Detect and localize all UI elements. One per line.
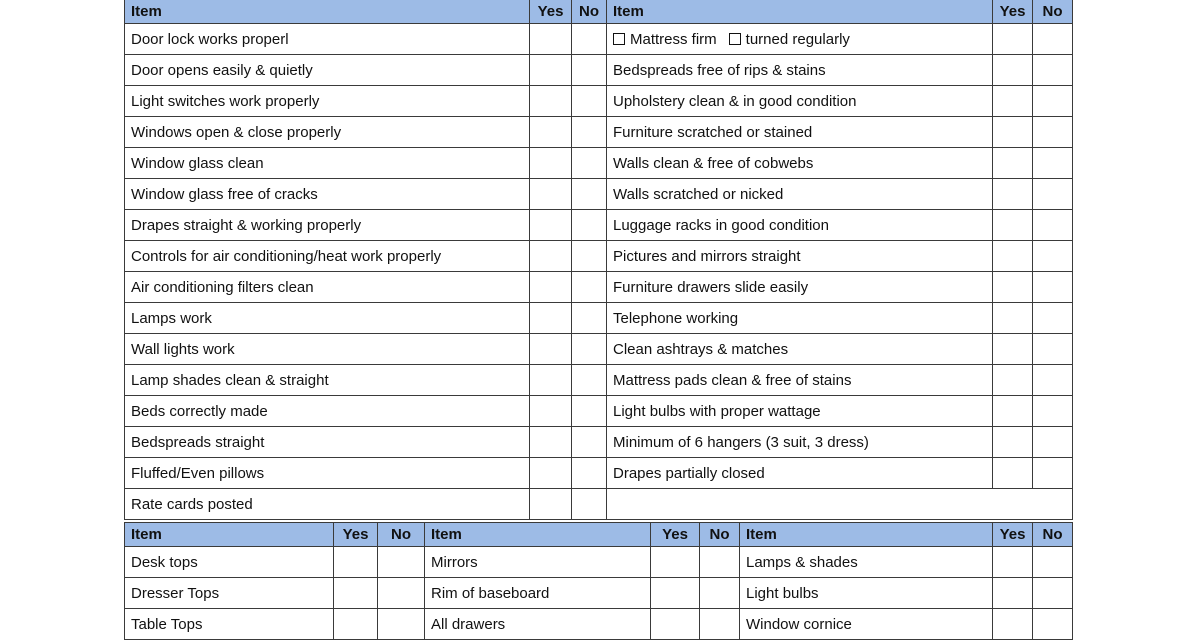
- no-cell[interactable]: [572, 334, 607, 365]
- item-label: Fluffed/Even pillows: [125, 458, 530, 489]
- yes-cell[interactable]: [993, 547, 1033, 578]
- no-cell[interactable]: [1033, 578, 1073, 609]
- item-label: Window glass clean: [125, 148, 530, 179]
- no-cell[interactable]: [1033, 547, 1073, 578]
- item-label: Table Tops: [125, 609, 334, 640]
- item-label: Mirrors: [425, 547, 651, 578]
- yes-cell[interactable]: [993, 210, 1033, 241]
- no-cell[interactable]: [1033, 148, 1073, 179]
- yes-cell[interactable]: [530, 55, 572, 86]
- yes-cell[interactable]: [334, 578, 378, 609]
- no-cell[interactable]: [700, 547, 740, 578]
- no-cell[interactable]: [572, 396, 607, 427]
- no-header: No: [572, 0, 607, 24]
- no-cell[interactable]: [572, 272, 607, 303]
- no-cell[interactable]: [1033, 396, 1073, 427]
- no-cell[interactable]: [1033, 179, 1073, 210]
- no-cell[interactable]: [572, 303, 607, 334]
- yes-cell[interactable]: [530, 179, 572, 210]
- yes-cell[interactable]: [993, 578, 1033, 609]
- yes-header: Yes: [993, 523, 1033, 547]
- yes-cell[interactable]: [334, 547, 378, 578]
- no-cell[interactable]: [700, 609, 740, 640]
- table-row: [125, 179, 1073, 210]
- yes-cell[interactable]: [993, 303, 1033, 334]
- no-cell[interactable]: [1033, 458, 1073, 489]
- table-row: [125, 334, 1073, 365]
- no-header: No: [700, 523, 740, 547]
- yes-cell[interactable]: [993, 117, 1033, 148]
- no-cell[interactable]: [378, 578, 425, 609]
- yes-cell[interactable]: [530, 117, 572, 148]
- table-row: [125, 210, 1073, 241]
- item-label: Dresser Tops: [125, 578, 334, 609]
- yes-cell[interactable]: [993, 272, 1033, 303]
- table-row: [125, 303, 1073, 334]
- table-row: [125, 578, 1073, 609]
- item-label: Drapes straight & working properly: [125, 210, 530, 241]
- item-label: All drawers: [425, 609, 651, 640]
- table-row: [125, 86, 1073, 117]
- yes-header: Yes: [334, 523, 378, 547]
- item-label: Clean ashtrays & matches: [607, 334, 993, 365]
- item-header: Item: [607, 0, 993, 24]
- table-row: [125, 241, 1073, 272]
- yes-cell[interactable]: [530, 396, 572, 427]
- item-label: Door lock works properl: [125, 24, 530, 55]
- table-row: [125, 427, 1073, 458]
- yes-cell[interactable]: [530, 334, 572, 365]
- item-label: Upholstery clean & in good condition: [607, 86, 993, 117]
- no-header: No: [1033, 0, 1073, 24]
- item-label: Luggage racks in good condition: [607, 210, 993, 241]
- yes-cell[interactable]: [993, 55, 1033, 86]
- yes-cell[interactable]: [530, 272, 572, 303]
- item-label: Light bulbs: [740, 578, 993, 609]
- empty-cell: [607, 489, 1073, 520]
- yes-cell[interactable]: [993, 396, 1033, 427]
- no-cell[interactable]: [572, 427, 607, 458]
- yes-cell[interactable]: [530, 427, 572, 458]
- yes-cell[interactable]: [993, 24, 1033, 55]
- option-label: turned regularly: [745, 30, 850, 48]
- no-header: No: [378, 523, 425, 547]
- yes-cell[interactable]: [530, 303, 572, 334]
- item-label: Window glass free of cracks: [125, 179, 530, 210]
- no-cell[interactable]: [378, 547, 425, 578]
- yes-cell[interactable]: [993, 241, 1033, 272]
- yes-cell[interactable]: [993, 86, 1033, 117]
- item-label: Pictures and mirrors straight: [607, 241, 993, 272]
- item-label: Window cornice: [740, 609, 993, 640]
- item-label: Walls scratched or nicked: [607, 179, 993, 210]
- table-row: [125, 117, 1073, 148]
- yes-header: Yes: [993, 0, 1033, 24]
- no-cell[interactable]: [1033, 609, 1073, 640]
- yes-cell[interactable]: [993, 609, 1033, 640]
- no-cell[interactable]: [572, 210, 607, 241]
- item-label: Rate cards posted: [125, 489, 530, 520]
- yes-cell[interactable]: [993, 458, 1033, 489]
- no-cell[interactable]: [1033, 117, 1073, 148]
- yes-cell[interactable]: [530, 148, 572, 179]
- yes-header: Yes: [651, 523, 700, 547]
- yes-cell[interactable]: [334, 609, 378, 640]
- checkbox-icon[interactable]: [613, 33, 625, 45]
- yes-cell[interactable]: [530, 458, 572, 489]
- no-cell[interactable]: [572, 55, 607, 86]
- no-cell[interactable]: [1033, 365, 1073, 396]
- item-label: Telephone working: [607, 303, 993, 334]
- item-header: Item: [125, 0, 530, 24]
- table-header-row: [125, 0, 1073, 24]
- no-cell[interactable]: [572, 179, 607, 210]
- item-label: Air conditioning filters clean: [125, 272, 530, 303]
- table-row: [125, 489, 1073, 520]
- table-row: [125, 458, 1073, 489]
- item-label: Windows open & close properly: [125, 117, 530, 148]
- item-header: Item: [740, 523, 993, 547]
- no-cell[interactable]: [572, 117, 607, 148]
- no-cell[interactable]: [1033, 303, 1073, 334]
- yes-cell[interactable]: [993, 148, 1033, 179]
- option-label: Mattress firm: [630, 30, 717, 48]
- room-inspection-table: [124, 0, 1073, 520]
- no-header: No: [1033, 523, 1073, 547]
- yes-cell[interactable]: [993, 334, 1033, 365]
- no-cell[interactable]: [1033, 427, 1073, 458]
- item-label: Minimum of 6 hangers (3 suit, 3 dress): [607, 427, 993, 458]
- yes-cell[interactable]: [993, 179, 1033, 210]
- item-label: Light bulbs with proper wattage: [607, 396, 993, 427]
- item-label: Drapes partially closed: [607, 458, 993, 489]
- item-label: Lamp shades clean & straight: [125, 365, 530, 396]
- item-label: Beds correctly made: [125, 396, 530, 427]
- yes-cell[interactable]: [530, 365, 572, 396]
- item-label: Desk tops: [125, 547, 334, 578]
- no-cell[interactable]: [572, 241, 607, 272]
- table-row: [125, 24, 1073, 55]
- yes-cell[interactable]: [530, 86, 572, 117]
- item-label: Lamps & shades: [740, 547, 993, 578]
- no-cell[interactable]: [1033, 55, 1073, 86]
- no-cell[interactable]: [572, 365, 607, 396]
- no-cell[interactable]: [1033, 24, 1073, 55]
- item-label: Furniture scratched or stained: [607, 117, 993, 148]
- yes-header: Yes: [530, 0, 572, 24]
- cleaning-checklist-table: [124, 522, 1073, 640]
- no-cell[interactable]: [572, 489, 607, 520]
- checkbox-icon[interactable]: [729, 33, 741, 45]
- item-header: Item: [125, 523, 334, 547]
- yes-cell[interactable]: [651, 547, 700, 578]
- item-label: Door opens easily & quietly: [125, 55, 530, 86]
- item-label: Light switches work properly: [125, 86, 530, 117]
- item-label: Walls clean & free of cobwebs: [607, 148, 993, 179]
- no-cell[interactable]: [572, 458, 607, 489]
- no-cell[interactable]: [1033, 272, 1073, 303]
- yes-cell[interactable]: [651, 609, 700, 640]
- no-cell[interactable]: [1033, 241, 1073, 272]
- yes-cell[interactable]: [993, 365, 1033, 396]
- table-row: [125, 55, 1073, 86]
- item-label: Furniture drawers slide easily: [607, 272, 993, 303]
- table-row: [125, 148, 1073, 179]
- yes-cell[interactable]: [530, 241, 572, 272]
- table-row: [125, 547, 1073, 578]
- yes-cell[interactable]: [530, 210, 572, 241]
- no-cell[interactable]: [1033, 334, 1073, 365]
- mattress-options-cell: [607, 24, 993, 55]
- item-label: Wall lights work: [125, 334, 530, 365]
- no-cell[interactable]: [1033, 210, 1073, 241]
- no-cell[interactable]: [1033, 86, 1073, 117]
- table-row: [125, 609, 1073, 640]
- yes-cell[interactable]: [530, 24, 572, 55]
- item-label: Mattress pads clean & free of stains: [607, 365, 993, 396]
- table-header-row: [125, 523, 1073, 547]
- table-row: [125, 396, 1073, 427]
- yes-cell[interactable]: [651, 578, 700, 609]
- yes-cell[interactable]: [993, 427, 1033, 458]
- table-row: [125, 272, 1073, 303]
- item-label: Controls for air conditioning/heat work properly: [125, 241, 530, 272]
- no-cell[interactable]: [378, 609, 425, 640]
- no-cell[interactable]: [700, 578, 740, 609]
- no-cell[interactable]: [572, 86, 607, 117]
- table-row: [125, 365, 1073, 396]
- item-label: Bedspreads free of rips & stains: [607, 55, 993, 86]
- item-label: Rim of baseboard: [425, 578, 651, 609]
- yes-cell[interactable]: [530, 489, 572, 520]
- item-label: Lamps work: [125, 303, 530, 334]
- no-cell[interactable]: [572, 148, 607, 179]
- no-cell[interactable]: [572, 24, 607, 55]
- item-header: Item: [425, 523, 651, 547]
- item-label: Bedspreads straight: [125, 427, 530, 458]
